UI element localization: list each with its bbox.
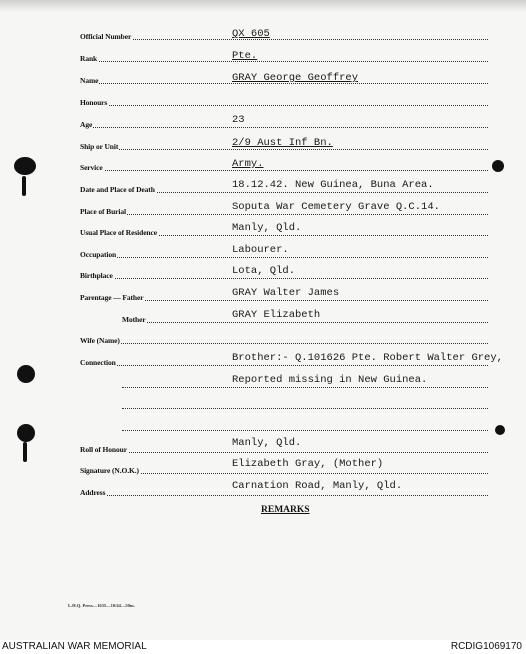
label-age: Age bbox=[80, 120, 93, 129]
label-rank: Rank bbox=[80, 54, 98, 63]
row-address bbox=[0, 482, 526, 502]
value-death: 18.12.42. New Guinea, Buna Area. bbox=[232, 179, 434, 191]
label-connection: Connection bbox=[80, 358, 116, 367]
value-name: GRAY George Geoffrey bbox=[232, 72, 359, 84]
printer-imprint: L.H.Q. Press—1635—10/44—50m. bbox=[68, 603, 135, 608]
row-wife bbox=[0, 330, 526, 350]
label-official-number: Official Number bbox=[80, 32, 132, 41]
label-birthplace: Birthplace bbox=[80, 271, 113, 280]
row-death bbox=[0, 179, 526, 199]
row-father bbox=[0, 287, 526, 307]
row-connection-4 bbox=[0, 417, 526, 437]
value-official-number: QX 605 bbox=[232, 28, 270, 40]
row-roll bbox=[0, 439, 526, 459]
value-signature: Elizabeth Gray, (Mother) bbox=[232, 458, 384, 470]
label-roll: Roll of Honour bbox=[80, 445, 127, 454]
archive-record-id: RCDIG1069170 bbox=[450, 641, 522, 652]
row-birthplace bbox=[0, 265, 526, 285]
row-connection bbox=[0, 352, 526, 372]
scan-edge bbox=[0, 0, 526, 12]
label-residence: Usual Place of Residence bbox=[80, 228, 157, 237]
row-official-number bbox=[0, 26, 526, 46]
label-death: Date and Place of Death bbox=[80, 185, 155, 194]
label-burial: Place of Burial bbox=[80, 207, 126, 216]
archive-name: AUSTRALIAN WAR MEMORIAL bbox=[2, 641, 147, 652]
row-mother bbox=[0, 309, 526, 329]
remarks-heading: REMARKS bbox=[261, 505, 310, 515]
row-burial bbox=[0, 201, 526, 221]
label-address: Address bbox=[80, 488, 106, 497]
row-service bbox=[0, 157, 526, 177]
label-honours: Honours bbox=[80, 98, 108, 107]
row-residence bbox=[0, 222, 526, 242]
label-father: Parentage — Father bbox=[80, 293, 144, 302]
row-name bbox=[0, 70, 526, 90]
row-age bbox=[0, 114, 526, 134]
value-birthplace: Lota, Qld. bbox=[232, 265, 296, 277]
row-honours bbox=[0, 92, 526, 112]
row-occupation bbox=[0, 244, 526, 264]
label-ship-unit: Ship or Unit bbox=[80, 142, 119, 151]
row-ship-unit bbox=[0, 136, 526, 156]
value-father: GRAY Walter James bbox=[232, 287, 340, 299]
label-mother: Mother bbox=[122, 315, 146, 324]
label-wife: Wife (Name) bbox=[80, 336, 120, 345]
label-service: Service bbox=[80, 163, 103, 172]
row-rank bbox=[0, 48, 526, 68]
row-connection-3 bbox=[0, 395, 526, 415]
value-connection-1: Brother:- Q.101626 Pte. Robert Walter Grey, bbox=[232, 352, 503, 364]
value-roll: Manly, Qld. bbox=[232, 437, 302, 449]
value-age: 23 bbox=[232, 114, 245, 126]
row-connection-2 bbox=[0, 374, 526, 394]
label-signature: Signature (N.O.K.) bbox=[80, 466, 139, 475]
value-connection-2: Reported missing in New Guinea. bbox=[232, 374, 428, 386]
row-signature bbox=[0, 460, 526, 480]
value-occupation: Labourer. bbox=[232, 244, 289, 256]
value-rank: Pte. bbox=[232, 50, 258, 62]
archive-caption-bar bbox=[0, 640, 526, 654]
value-residence: Manly, Qld. bbox=[232, 222, 302, 234]
value-mother: GRAY Elizabeth bbox=[232, 309, 321, 321]
value-burial: Soputa War Cemetery Grave Q.C.14. bbox=[232, 201, 440, 213]
label-occupation: Occupation bbox=[80, 250, 117, 259]
label-name: Name bbox=[80, 76, 99, 85]
value-ship-unit: 2/9 Aust Inf Bn. bbox=[232, 137, 333, 149]
value-address: Carnation Road, Manly, Qld. bbox=[232, 480, 403, 492]
value-service: Army. bbox=[232, 158, 264, 170]
